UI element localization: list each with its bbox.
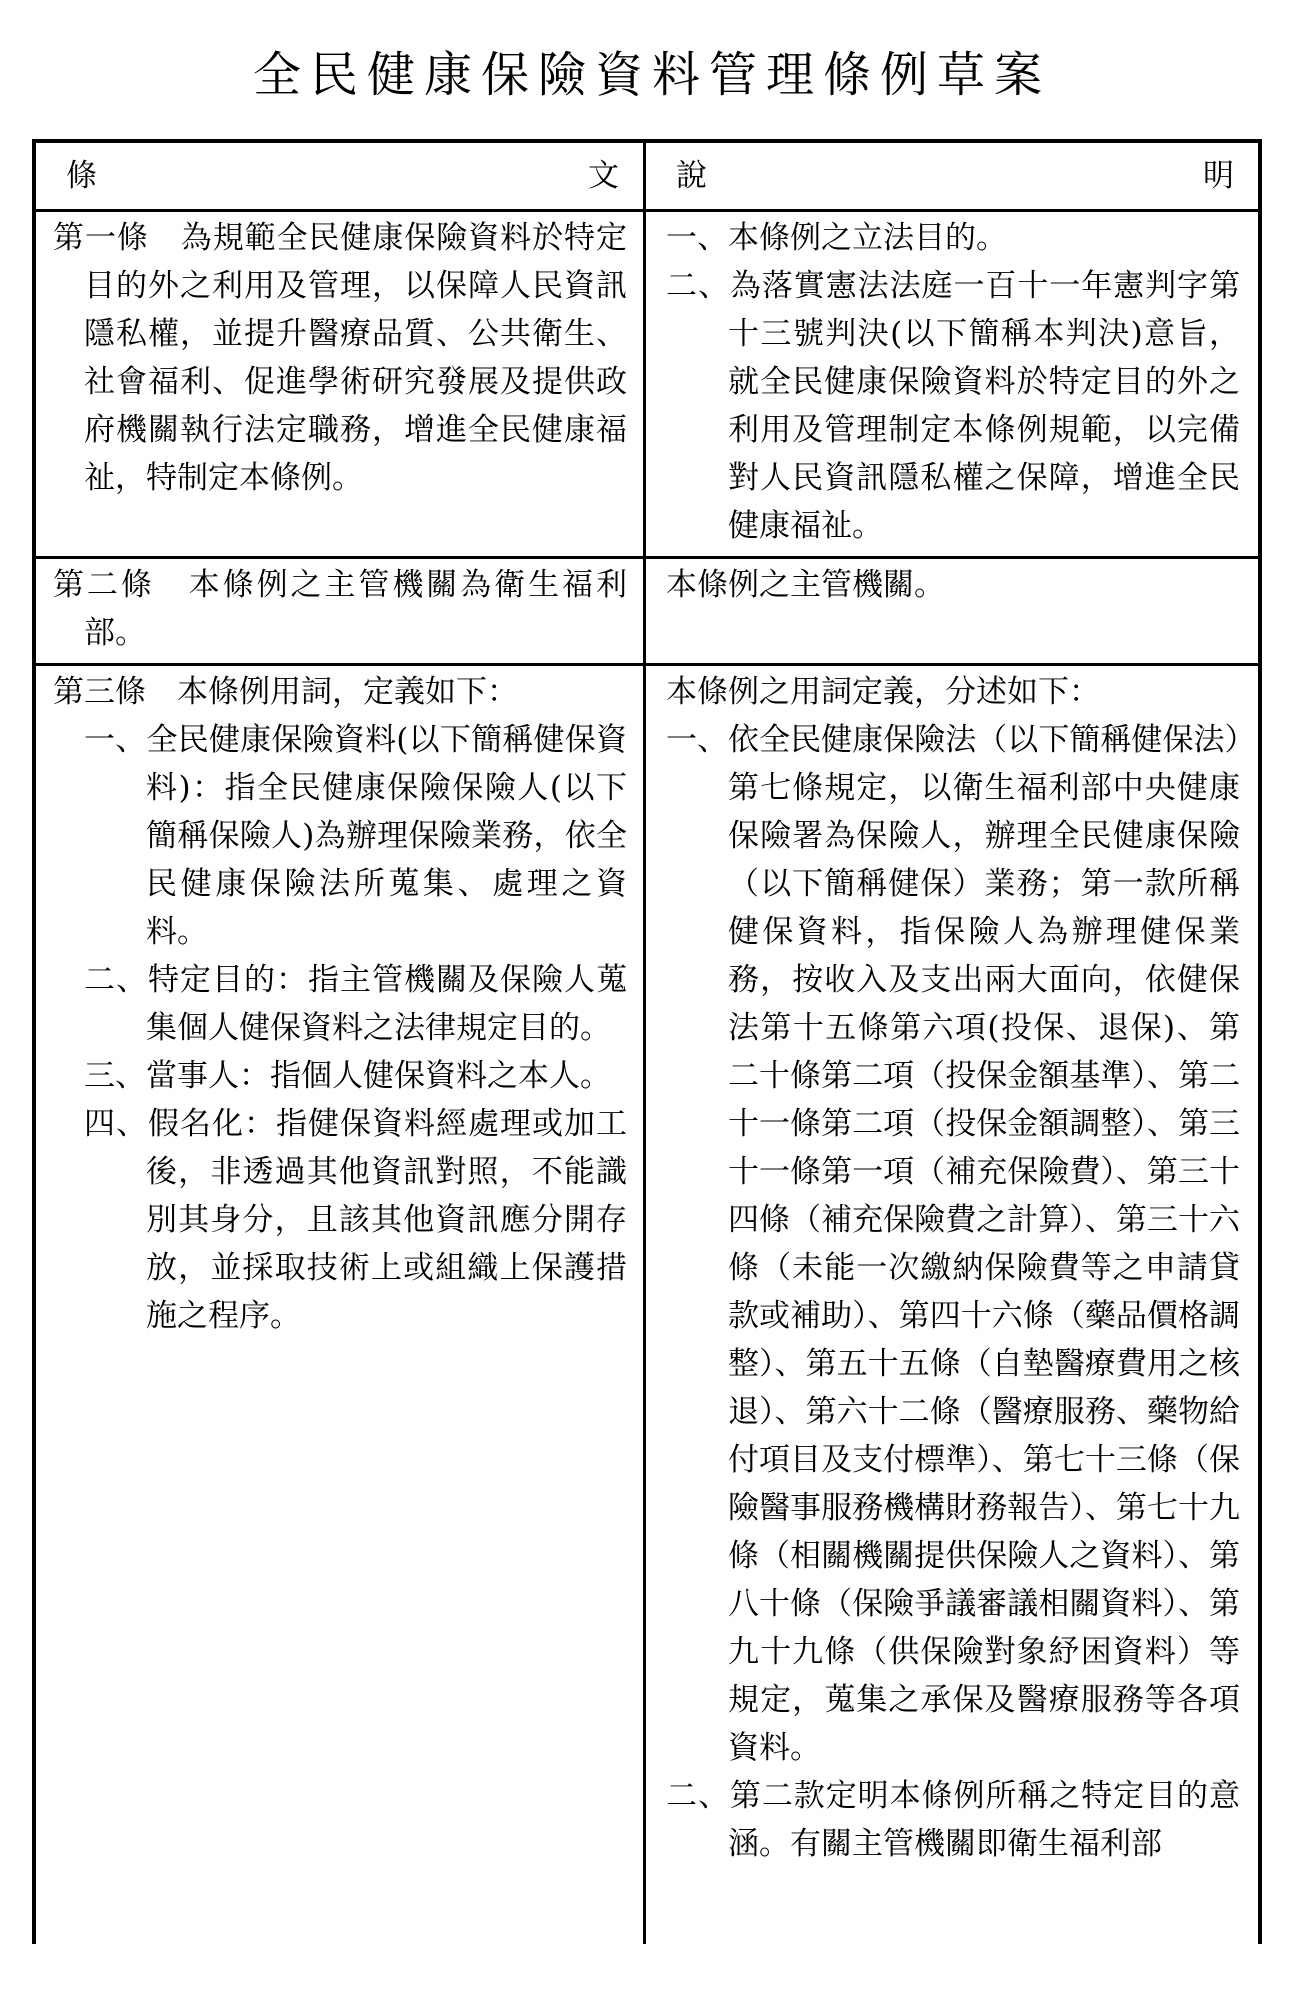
paragraph: 一、本條例之立法目的。 (666, 220, 1007, 257)
header-articles-label-first: 條 (66, 158, 97, 195)
article-cell (36, 559, 643, 663)
article-cell (36, 212, 643, 556)
explanation-cell (643, 666, 1258, 1944)
table-row (36, 212, 1258, 556)
table-row (36, 556, 1258, 663)
paragraph: 三、當事人：指個人健保資料之本人。 (84, 1058, 611, 1095)
paragraph: 第三條 本條例用詞，定義如下： (53, 674, 518, 711)
table-body (36, 212, 1258, 1944)
paragraph: 二、為落實憲法法庭一百十一年憲判字第十三號判決(以下簡稱本判決)意旨，就全民健康保險資料於特定目的外之利用及管理制定本條例規範，以完備對人民資訊隱私權之保障，增進全民健康福祉。 (666, 268, 1240, 545)
paragraph: 二、第二款定明本條例所稱之特定目的意涵。有關主管機關即衛生福利部 (666, 1778, 1240, 1863)
header-explanation-label-last: 明 (1203, 158, 1234, 195)
paragraph: 第二條 本條例之主管機關為衛生福利部。 (53, 567, 627, 652)
paragraph: 第一條 為規範全民健康保險資料於特定目的外之利用及管理，以保障人民資訊隱私權，並提升醫療品質、公共衛生、社會福利、促進學術研究發展及提供政府機關執行法定職務，增進全民健康福祉，特制定本條例。 (53, 220, 627, 497)
paragraph: 一、依全民健康保險法（以下簡稱健保法）第七條規定，以衛生福利部中央健康保險署為保險人，辦理全民健康保險（以下簡稱健保）業務；第一款所稱健保資料，指保險人為辦理健保業務，按收入及支出兩大面向，依健保法第十五條第六項(投保、退保)、第二十條第二項（投保金額基準）、第二十一條第二項（投保金額調整）、第三十一條第一項（補充保險費）、第三十四條（補充保險費之計算）、第三十六條（未能一次繳納保險費等之申請貸款或補助）、第四十六條（藥品價格調整）、第五十五條（自墊醫療費用之核退）、第六十二條（醫療服務、藥物給付項目及支付標準）、第七十三條（保險醫事服務機構財務報告）、第七十九條（相關機關提供保險人之資料）、第八十條（保險爭議審議相關資料）、第九十九條（供保險對象紓困資料）等規定，蒐集之承保及醫療服務等各項資料。 (666, 722, 1240, 1767)
paragraph: 二、特定目的：指主管機關及保險人蒐集個人健保資料之法律規定目的。 (84, 962, 627, 1047)
explanation-cell (643, 559, 1258, 663)
paragraph: 四、假名化：指健保資料經處理或加工後，非透過其他資訊對照，不能識別其身分，且該其他資訊應分開存放，並採取技術上或組織上保護措施之程序。 (84, 1106, 627, 1335)
paragraph: 本條例之主管機關。 (666, 567, 945, 604)
law-table (32, 139, 1262, 1944)
header-articles-label-last: 文 (588, 158, 619, 195)
header-explanation-label-first: 說 (676, 158, 707, 195)
page-title: 全民健康保險資料管理條例草案 (252, 47, 1051, 103)
explanation-cell (643, 212, 1258, 556)
paragraph: 本條例之用詞定義，分述如下： (666, 674, 1100, 711)
header-cell-explanation (643, 143, 1258, 209)
table-header-row (36, 143, 1258, 212)
table-row (36, 663, 1258, 1944)
article-cell (36, 666, 643, 1944)
paragraph: 一、全民健康保險資料(以下簡稱健保資料)：指全民健康保險保險人(以下簡稱保險人)為辦理保險業務，依全民健康保險法所蒐集、處理之資料。 (84, 722, 627, 951)
header-cell-articles (36, 143, 643, 209)
